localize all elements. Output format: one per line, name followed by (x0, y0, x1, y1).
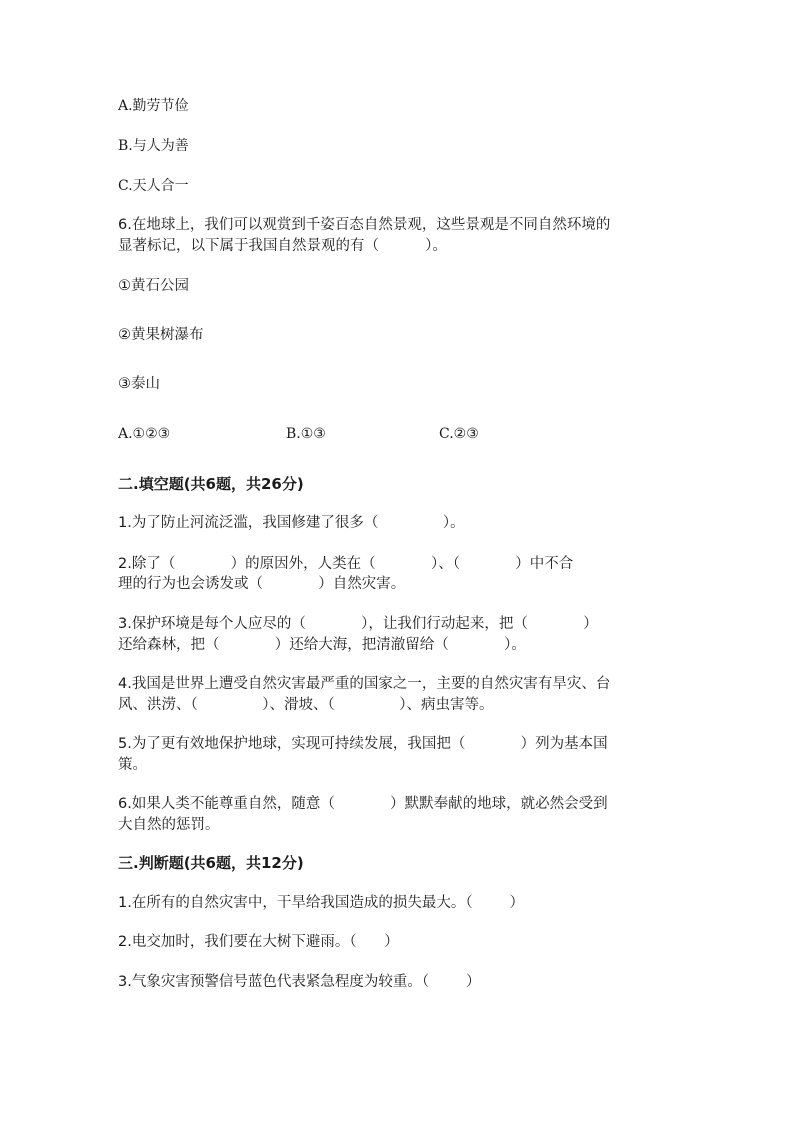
fill-question-5-line-2: 策。 (118, 757, 147, 773)
fill-question-4-line-1: 4.我国是世界上遭受自然灾害最严重的国家之一，主要的自然灾害有旱灾、台 (118, 676, 611, 692)
section-2-title: 二.填空题(共6题，共26分) (118, 475, 304, 493)
judge-question-1: 1.在所有的自然灾害中，干旱给我国造成的损失最大。（ ） (118, 895, 524, 911)
judge-question-2: 2.电交加时，我们要在大树下避雨。（ ） (118, 934, 399, 950)
question-6-choice-b: B.①③ (286, 426, 326, 442)
option-a: A.勤劳节俭 (118, 98, 189, 114)
fill-question-3-line-2: 还给森林，把（ ）还给大海，把清澈留给（ ）。 (118, 637, 526, 653)
fill-question-6-line-1: 6.如果人类不能尊重自然，随意（ ）默默奉献的地球，就必然会受到 (118, 796, 608, 812)
section-3-title: 三.判断题(共6题，共12分) (118, 854, 304, 872)
fill-question-4-line-2: 风、洪涝、（ ）、滑坡、（ ）、病虫害等。 (118, 697, 494, 713)
question-6-item-1: ①黄石公园 (118, 278, 189, 294)
fill-question-6-line-2: 大自然的惩罚。 (118, 817, 220, 833)
judge-question-3: 3.气象灾害预警信号蓝色代表紧急程度为较重。（ ） (118, 974, 481, 990)
fill-question-5-line-1: 5.为了更有效地保护地球，实现可持续发展，我国把（ ）列为基本国 (118, 736, 608, 752)
question-6-line-2: 显著标记，以下属于我国自然景观的有（ ）。 (118, 238, 447, 254)
option-c: C.天人合一 (118, 178, 189, 194)
question-6-choice-c: C.②③ (439, 426, 479, 442)
question-6-item-2: ②黄果树瀑布 (118, 327, 204, 343)
option-b: B.与人为善 (118, 138, 189, 154)
fill-question-2-line-1: 2.除了（ ）的原因外，人类在（ ）、（ ）中不合 (118, 556, 574, 572)
fill-question-2-line-2: 理的行为也会诱发或（ ）自然灾害。 (118, 576, 406, 592)
question-6-choice-a: A.①②③ (118, 426, 171, 442)
fill-question-1: 1.为了防止河流泛滥，我国修建了很多（ ）。 (118, 515, 465, 531)
question-6-item-3: ③泰山 (118, 376, 160, 392)
fill-question-3-line-1: 3.保护环境是每个人应尽的（ ），让我们行动起来，把（ ） (118, 616, 598, 632)
question-6-line-1: 6.在地球上，我们可以观赏到千姿百态自然景观，这些景观是不同自然环境的 (118, 217, 611, 233)
